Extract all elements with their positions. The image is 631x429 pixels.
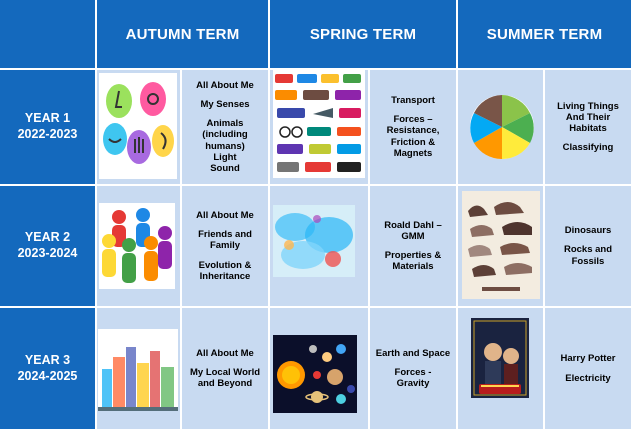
autumn-3-topics [182,308,268,429]
topic-item: All About Me [196,209,254,221]
topic-item: All About Me [196,79,254,91]
topic-item: My Senses [200,98,250,110]
topic-item: Evolution & Inheritance [198,259,252,282]
topic-item: Friends and Family [198,229,252,252]
spring-2-topics [370,186,456,306]
year-1-dates: 2022-2023 [17,127,78,141]
solar-system-image [273,335,357,413]
year-1-title: YEAR 1 [24,111,71,126]
city-image [98,329,178,411]
autumn-1-topics [182,70,268,184]
topic-item: Transport [391,94,435,106]
autumn-2-topics [182,186,268,306]
year-2-label [0,186,95,306]
topic-item: My Local World and Beyond [189,366,261,390]
year-2-title: YEAR 2 [24,230,71,245]
topic-item: All About Me [196,347,254,359]
year-2-dates: 2023-2024 [17,246,78,260]
spring-term-header: SPRING TERM [270,0,456,68]
dinosaur-image [462,191,540,299]
topic-item: Harry Potter [560,353,616,365]
summer-1-topics [545,70,631,184]
topic-item: Living Things And Their Habitats [557,100,619,134]
habitats-image [464,91,540,161]
topic-item: Properties & Materials [384,250,442,273]
topic-item: Earth and Space [375,347,451,359]
spring-1-topics [370,70,456,184]
book-cover-image [471,318,529,398]
summer-3-topics [545,308,631,429]
topic-item: Forces – Resistance, Friction & Magnets [386,114,440,159]
corner-cell [0,0,95,68]
summer-2-topics [545,186,631,306]
watercolour-image [273,205,355,277]
spring-3-topics [370,308,456,429]
topic-item: Dinosaurs [564,225,612,237]
friends-image [99,203,175,289]
topic-item: Animals (including humans) Light Sound [202,118,248,174]
year-3-title: YEAR 3 [24,352,71,367]
year-3-dates: 2024-2025 [17,368,78,383]
autumn-term-header: AUTUMN TERM [97,0,268,68]
year-1-label [0,70,95,184]
topic-item: Roald Dahl – GMM [384,219,442,242]
topic-item: Classifying [562,142,614,154]
summer-term-header: SUMMER TERM [458,0,631,68]
topic-item: Forces - Gravity [394,366,432,390]
topic-item: Rocks and Fossils [563,244,613,267]
senses-image [99,73,177,179]
year-3-label [0,308,95,429]
topic-item: Electricity [565,372,611,384]
transport-image [273,70,365,178]
